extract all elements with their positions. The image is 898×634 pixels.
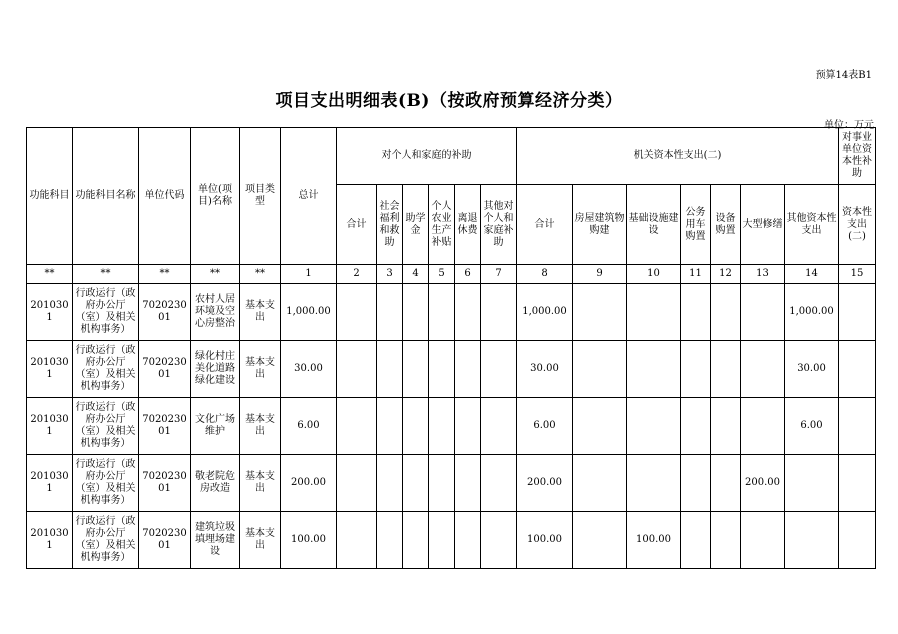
value-cell bbox=[455, 398, 481, 455]
index-number-cell: 6 bbox=[455, 265, 481, 284]
value-cell bbox=[839, 341, 876, 398]
value-cell bbox=[711, 512, 741, 569]
value-cell bbox=[681, 284, 711, 341]
value-cell bbox=[711, 455, 741, 512]
value-cell bbox=[573, 398, 627, 455]
value-cell bbox=[627, 398, 681, 455]
index-number-cell: 12 bbox=[711, 265, 741, 284]
unit-name-cell: 建筑垃圾填埋场建设 bbox=[191, 512, 240, 569]
value-cell bbox=[681, 398, 711, 455]
table-row bbox=[27, 284, 876, 341]
proj-type-cell: 基本支出 bbox=[240, 341, 281, 398]
value-cell: 100.00 bbox=[517, 512, 573, 569]
value-cell bbox=[377, 455, 403, 512]
value-cell bbox=[337, 284, 377, 341]
value-cell bbox=[711, 284, 741, 341]
value-cell bbox=[481, 455, 517, 512]
table-row bbox=[27, 398, 876, 455]
index-number-cell: 11 bbox=[681, 265, 711, 284]
value-cell bbox=[741, 398, 785, 455]
unit-name-cell: 敬老院危房改造 bbox=[191, 455, 240, 512]
value-cell bbox=[711, 398, 741, 455]
func-name-cell: 行政运行（政府办公厅（室）及相关机构事务） bbox=[73, 284, 139, 341]
value-cell bbox=[377, 398, 403, 455]
value-cell: 30.00 bbox=[785, 341, 839, 398]
unit-label: 单位：万元 bbox=[824, 120, 874, 131]
col-sub-6: 其他对个人和家庭补助 bbox=[481, 185, 517, 265]
index-number-cell: 8 bbox=[517, 265, 573, 284]
value-cell bbox=[403, 512, 429, 569]
col-sub-12: 大型修缮 bbox=[741, 185, 785, 265]
total-cell: 200.00 bbox=[281, 455, 337, 512]
col-sub-5: 离退休费 bbox=[455, 185, 481, 265]
func-name-cell: 行政运行（政府办公厅（室）及相关机构事务） bbox=[73, 398, 139, 455]
value-cell bbox=[377, 341, 403, 398]
value-cell bbox=[337, 398, 377, 455]
index-number-cell: 3 bbox=[377, 265, 403, 284]
group-personal: 对个人和家庭的补助 bbox=[337, 128, 517, 185]
value-cell bbox=[785, 512, 839, 569]
index-star-cell: ** bbox=[73, 265, 139, 284]
col-proj-type: 项目类型 bbox=[240, 128, 281, 265]
value-cell bbox=[481, 512, 517, 569]
index-number-cell: 14 bbox=[785, 265, 839, 284]
value-cell bbox=[403, 398, 429, 455]
col-sub-9: 基础设施建设 bbox=[627, 185, 681, 265]
value-cell: 100.00 bbox=[627, 512, 681, 569]
value-cell: 30.00 bbox=[517, 341, 573, 398]
header-row-index bbox=[27, 265, 876, 284]
value-cell: 1,000.00 bbox=[785, 284, 839, 341]
col-sub-13: 其他资本性支出 bbox=[785, 185, 839, 265]
value-cell bbox=[573, 455, 627, 512]
value-cell bbox=[455, 284, 481, 341]
col-func-name: 功能科目名称 bbox=[73, 128, 139, 265]
value-cell bbox=[741, 512, 785, 569]
value-cell bbox=[681, 455, 711, 512]
table-row bbox=[27, 341, 876, 398]
value-cell bbox=[429, 455, 455, 512]
report-code: 预算14表B1 bbox=[815, 70, 872, 81]
value-cell bbox=[839, 284, 876, 341]
value-cell bbox=[481, 284, 517, 341]
group-capital: 机关资本性支出(二) bbox=[517, 128, 839, 185]
col-sub-14: 资本性支出(二) bbox=[839, 185, 876, 265]
value-cell bbox=[573, 512, 627, 569]
value-cell bbox=[627, 455, 681, 512]
func-code-cell: 2010301 bbox=[27, 398, 73, 455]
value-cell bbox=[337, 512, 377, 569]
value-cell bbox=[741, 341, 785, 398]
value-cell bbox=[573, 341, 627, 398]
value-cell bbox=[839, 398, 876, 455]
value-cell: 1,000.00 bbox=[517, 284, 573, 341]
value-cell bbox=[839, 455, 876, 512]
value-cell: 6.00 bbox=[785, 398, 839, 455]
table-row bbox=[27, 512, 876, 569]
func-name-cell: 行政运行（政府办公厅（室）及相关机构事务） bbox=[73, 455, 139, 512]
value-cell bbox=[627, 341, 681, 398]
col-sub-11: 设备购置 bbox=[711, 185, 741, 265]
func-name-cell: 行政运行（政府办公厅（室）及相关机构事务） bbox=[73, 341, 139, 398]
col-sub-1: 合计 bbox=[337, 185, 377, 265]
index-star-cell: ** bbox=[139, 265, 191, 284]
col-sub-10: 公务用车购置 bbox=[681, 185, 711, 265]
col-func-code: 功能科目 bbox=[27, 128, 73, 265]
unit-name-cell: 绿化村庄美化道路绿化建设 bbox=[191, 341, 240, 398]
index-number-cell: 4 bbox=[403, 265, 429, 284]
value-cell bbox=[711, 341, 741, 398]
index-number-cell: 10 bbox=[627, 265, 681, 284]
value-cell bbox=[785, 455, 839, 512]
value-cell bbox=[377, 284, 403, 341]
col-sub-2: 社会福利和救助 bbox=[377, 185, 403, 265]
col-sub-8: 房屋建筑物购建 bbox=[573, 185, 627, 265]
value-cell bbox=[681, 512, 711, 569]
index-star-cell: ** bbox=[27, 265, 73, 284]
index-number-cell: 2 bbox=[337, 265, 377, 284]
index-star-cell: ** bbox=[240, 265, 281, 284]
total-cell: 100.00 bbox=[281, 512, 337, 569]
value-cell bbox=[839, 512, 876, 569]
unit-code-cell: 702023001 bbox=[139, 455, 191, 512]
col-unit-code: 单位代码 bbox=[139, 128, 191, 265]
index-number-cell: 15 bbox=[839, 265, 876, 284]
func-code-cell: 2010301 bbox=[27, 512, 73, 569]
index-star-cell: ** bbox=[191, 265, 240, 284]
index-number-cell: 9 bbox=[573, 265, 627, 284]
proj-type-cell: 基本支出 bbox=[240, 512, 281, 569]
value-cell bbox=[627, 284, 681, 341]
col-sub-3: 助学金 bbox=[403, 185, 429, 265]
value-cell bbox=[455, 341, 481, 398]
table-row bbox=[27, 455, 876, 512]
value-cell bbox=[429, 512, 455, 569]
header-row-group bbox=[27, 128, 876, 185]
proj-type-cell: 基本支出 bbox=[240, 398, 281, 455]
value-cell: 200.00 bbox=[517, 455, 573, 512]
col-sub-4: 个人农业生产补贴 bbox=[429, 185, 455, 265]
col-sub-7: 合计 bbox=[517, 185, 573, 265]
value-cell bbox=[429, 284, 455, 341]
value-cell bbox=[741, 284, 785, 341]
value-cell bbox=[337, 341, 377, 398]
unit-code-cell: 702023001 bbox=[139, 512, 191, 569]
value-cell bbox=[573, 284, 627, 341]
col-total: 总计 bbox=[281, 128, 337, 265]
total-cell: 30.00 bbox=[281, 341, 337, 398]
unit-code-cell: 702023001 bbox=[139, 398, 191, 455]
value-cell bbox=[481, 398, 517, 455]
value-cell bbox=[429, 398, 455, 455]
total-cell: 6.00 bbox=[281, 398, 337, 455]
value-cell bbox=[429, 341, 455, 398]
unit-code-cell: 702023001 bbox=[139, 341, 191, 398]
func-code-cell: 2010301 bbox=[27, 341, 73, 398]
value-cell bbox=[681, 341, 711, 398]
page-title: 项目支出明细表(B)（按政府预算经济分类） bbox=[275, 91, 623, 111]
func-name-cell: 行政运行（政府办公厅（室）及相关机构事务） bbox=[73, 512, 139, 569]
expenditure-table bbox=[26, 127, 876, 569]
group-enterprise: 对事业单位资本性补助 bbox=[839, 128, 876, 185]
value-cell bbox=[337, 455, 377, 512]
func-code-cell: 2010301 bbox=[27, 455, 73, 512]
total-cell: 1,000.00 bbox=[281, 284, 337, 341]
value-cell: 6.00 bbox=[517, 398, 573, 455]
proj-type-cell: 基本支出 bbox=[240, 455, 281, 512]
col-unit-name: 单位(项目)名称 bbox=[191, 128, 240, 265]
value-cell bbox=[403, 284, 429, 341]
index-number-cell: 5 bbox=[429, 265, 455, 284]
value-cell bbox=[403, 455, 429, 512]
value-cell bbox=[377, 512, 403, 569]
value-cell bbox=[403, 341, 429, 398]
value-cell bbox=[455, 512, 481, 569]
value-cell: 200.00 bbox=[741, 455, 785, 512]
index-number-cell: 13 bbox=[741, 265, 785, 284]
index-number-cell: 1 bbox=[281, 265, 337, 284]
func-code-cell: 2010301 bbox=[27, 284, 73, 341]
unit-name-cell: 文化广场维护 bbox=[191, 398, 240, 455]
unit-code-cell: 702023001 bbox=[139, 284, 191, 341]
unit-name-cell: 农村人居环境及空心房整治 bbox=[191, 284, 240, 341]
proj-type-cell: 基本支出 bbox=[240, 284, 281, 341]
value-cell bbox=[455, 455, 481, 512]
value-cell bbox=[481, 341, 517, 398]
index-number-cell: 7 bbox=[481, 265, 517, 284]
